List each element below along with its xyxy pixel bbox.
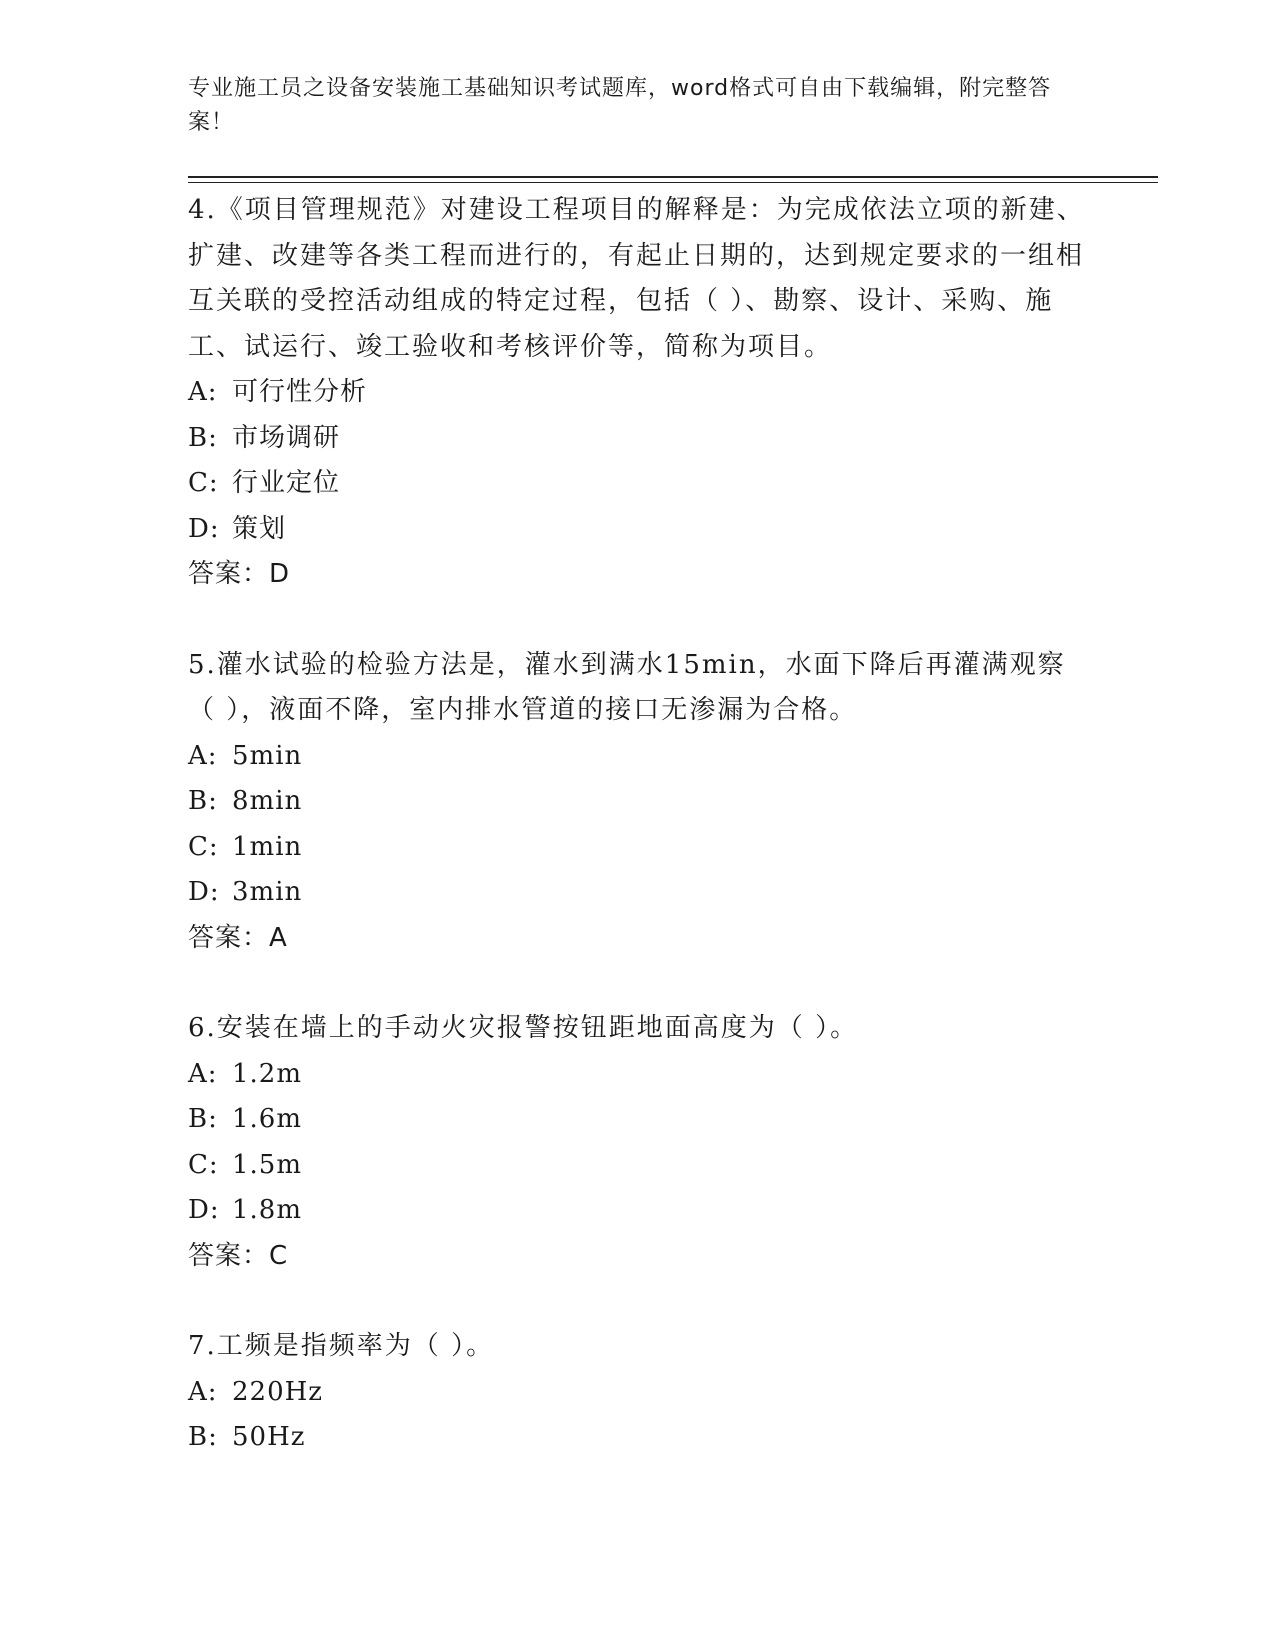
option-text: 1min (232, 831, 303, 862)
option-key: D: (188, 1195, 220, 1225)
option-text: 50Hz (232, 1422, 306, 1452)
option-key: A: (188, 1376, 218, 1407)
option-text: 1.5m (232, 1149, 303, 1180)
option-text: 5min (232, 740, 303, 771)
option-text: 策划 (232, 513, 287, 544)
question-spacer (188, 1279, 1088, 1324)
question-stem: 5.灌水试验的检验方法是，灌水到满水15min，水面下降后再灌满观察（ ），液面不降，室内排水管道的接口无渗漏为合格。 (188, 649, 1066, 725)
option-key: B: (188, 1422, 218, 1452)
option-key: B: (188, 1104, 218, 1134)
option-a (188, 1052, 1088, 1098)
option-text: 行业定位 (232, 468, 341, 498)
option-text: 1.6m (232, 1104, 303, 1134)
question-5 (188, 643, 1088, 962)
option-a (188, 1370, 1088, 1416)
option-text: 市场调研 (232, 422, 341, 453)
option-key: B: (188, 786, 218, 816)
option-b (188, 1415, 1088, 1461)
header-rule-thin (188, 182, 1158, 183)
question-list (188, 188, 1088, 1461)
option-key: D: (188, 877, 220, 907)
option-key: A: (188, 377, 218, 407)
answer-line: 答案：D (188, 559, 291, 589)
option-key: C: (188, 468, 219, 498)
option-b (188, 416, 1088, 462)
option-c (188, 825, 1088, 871)
option-b (188, 779, 1088, 825)
question-spacer (188, 961, 1088, 1006)
option-key: C: (188, 1149, 219, 1180)
option-d (188, 1188, 1088, 1234)
option-text: 3min (232, 877, 303, 907)
option-b (188, 1097, 1088, 1143)
option-text: 可行性分析 (232, 377, 368, 407)
question-stem: 4.《项目管理规范》对建设工程项目的解释是：为完成依法立项的新建、扩建、改建等各类工程而进行的，有起止日期的，达到规定要求的一组相互关联的受控活动组成的特定过程，包括（ ）、勘察、设计、采购、施工、试运行、竣工验收和考核评价等，简称为项目。 (188, 195, 1085, 362)
option-text: 1.8m (232, 1195, 303, 1225)
option-c (188, 461, 1088, 507)
option-key: A: (188, 1058, 218, 1089)
option-d (188, 507, 1088, 553)
question-4 (188, 188, 1088, 598)
option-text: 220Hz (232, 1376, 323, 1407)
answer-line: 答案：A (188, 922, 288, 953)
option-c (188, 1143, 1088, 1189)
question-7 (188, 1324, 1088, 1461)
question-6 (188, 1006, 1088, 1279)
option-d (188, 870, 1088, 916)
question-spacer (188, 598, 1088, 643)
option-key: A: (188, 740, 218, 771)
option-a (188, 734, 1088, 780)
option-text: 8min (232, 786, 303, 816)
option-key: D: (188, 513, 220, 544)
option-text: 1.2m (232, 1058, 303, 1089)
option-key: B: (188, 422, 218, 453)
question-stem: 7.工频是指频率为（ ）。 (188, 1331, 495, 1361)
header-rule-thick (188, 176, 1158, 178)
header-note: 专业施工员之设备安装施工基础知识考试题库，word格式可自由下载编辑，附完整答案！ (188, 76, 1052, 135)
answer-line: 答案：C (188, 1240, 289, 1271)
option-key: C: (188, 831, 219, 862)
question-stem: 6.安装在墙上的手动火灾报警按钮距地面高度为（ ）。 (188, 1013, 859, 1043)
option-a (188, 370, 1088, 416)
